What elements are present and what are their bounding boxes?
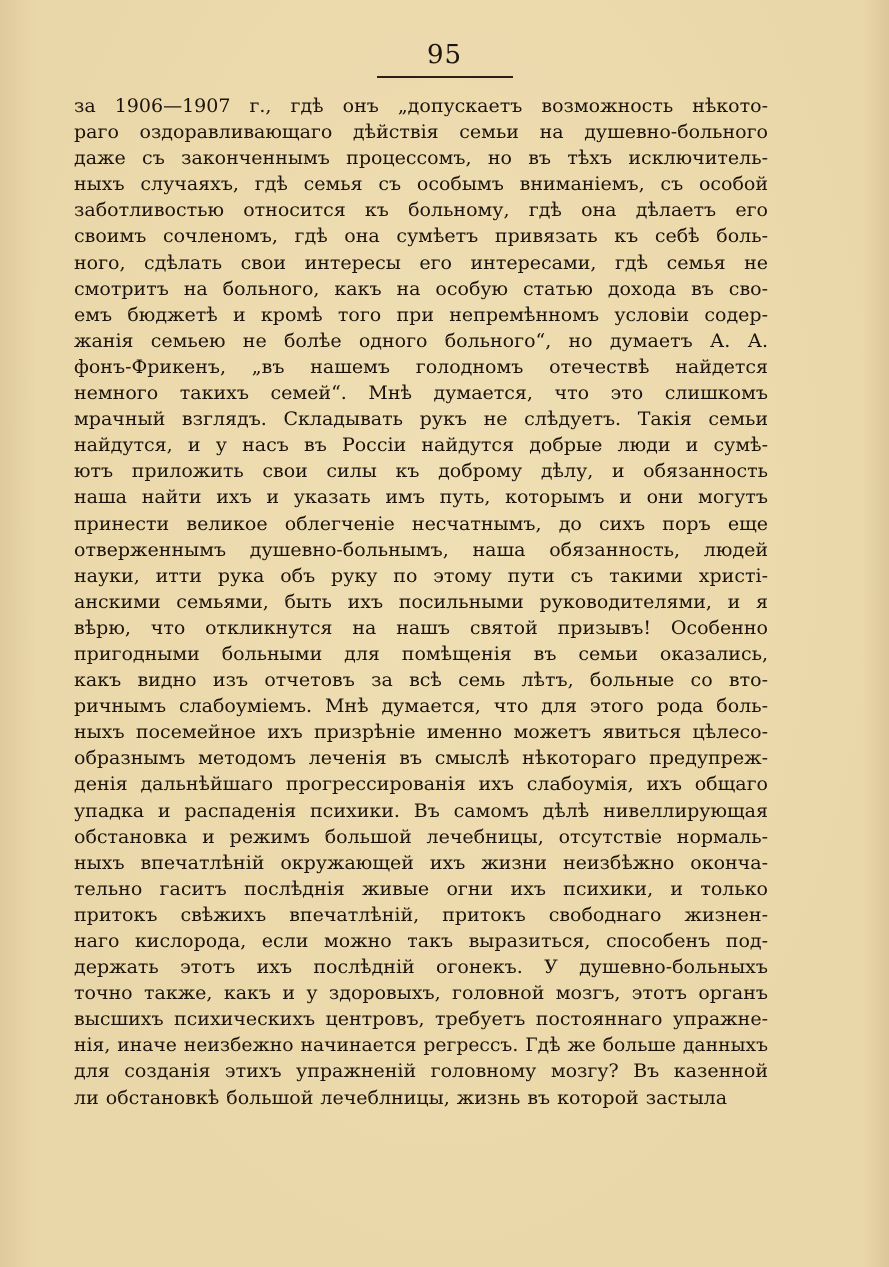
text-line: ныхъ посемейное ихъ призрѣніе именно можетъ явиться цѣлесо-: [74, 721, 768, 744]
text-line: какъ видно изъ отчетовъ за всѣ семь лѣтъ, больные со вто-: [74, 669, 768, 692]
page-number-rule: [377, 76, 513, 78]
text-line: ныхъ случаяхъ, гдѣ семья съ особымъ вниманіемъ, съ особой: [74, 173, 768, 196]
body-text: [74, 93, 768, 1111]
text-line: смотритъ на больного, какъ на особую статью дохода въ сво-: [74, 277, 768, 300]
text-line: держать этотъ ихъ послѣдній огонекъ. У душевно-больныхъ: [74, 956, 768, 979]
text-line: притокъ свѣжихъ впечатлѣній, притокъ свободнаго жизнен-: [74, 903, 768, 926]
text-line: за 1906—1907 г., гдѣ онъ „допускаетъ возможность нѣкото-: [74, 95, 768, 117]
text-line: отверженнымъ душевно-больнымъ, наша обязанность, людей: [74, 538, 768, 561]
text-line: немного такихъ семей“. Мнѣ думается, что это слишкомъ: [74, 382, 768, 405]
text-line: вѣрю, что откликнутся на нашъ святой призывъ! Особенно: [74, 616, 768, 639]
text-line: емъ бюджетѣ и кромѣ того при непремѣнномъ условіи содер-: [74, 303, 768, 326]
text-line: науки, итти рука объ руку по этому пути съ такими христі-: [74, 564, 768, 587]
text-line: фонъ-Фрикенъ, „въ нашемъ голодномъ отечествѣ найдется: [74, 355, 768, 378]
text-line: наго кислорода, если можно такъ выразиться, способенъ под-: [74, 930, 768, 952]
text-line: обстановка и режимъ большой лечебницы, отсутствіе нормаль-: [74, 825, 768, 848]
text-line: упадка и распаденія психики. Въ самомъ дѣлѣ нивеллирующая: [74, 799, 768, 822]
text-line: заботливостью относится къ больному, гдѣ она дѣлаетъ его: [74, 199, 768, 222]
text-line: ныхъ впечатлѣній окружающей ихъ жизни неизбѣжно оконча-: [74, 851, 768, 874]
text-line: ного, сдѣлать свои интересы его интересами, гдѣ семья не: [74, 251, 768, 274]
text-line: нія, иначе неизбежно начинается регрессъ. Гдѣ же больше данныхъ: [74, 1034, 768, 1057]
text-line: денія дальнѣйшаго прогрессированія ихъ слабоумія, ихъ общаго: [74, 773, 768, 796]
text-line: точно также, какъ и у здоровыхъ, головной мозгъ, этотъ органъ: [74, 982, 768, 1005]
text-line: найдутся, и у насъ въ Россіи найдутся добрые люди и сумѣ-: [74, 434, 768, 457]
page-number: 95: [426, 40, 463, 70]
text-line: раго оздоравливающаго дѣйствія семьи на душевно-больного: [74, 121, 768, 144]
text-line: высшихъ психическихъ центровъ, требуетъ постояннаго упражне-: [74, 1008, 768, 1031]
text-line: ричнымъ слабоуміемъ. Мнѣ думается, что для этого рода боль-: [74, 695, 768, 718]
text-line: ютъ приложить свои силы къ доброму дѣлу, и обязанность: [74, 460, 768, 483]
text-line: для созданія этихъ упражненій головному мозгу? Въ казенной: [74, 1060, 768, 1083]
text-line: принести великое облегченіе несчатнымъ, до сихъ поръ еще: [74, 512, 768, 535]
text-line: ли обстановкѣ большой лечеблницы, жизнь въ которой застыла: [74, 1086, 728, 1109]
text-line: жанія семьею не болѣе одного больного“, но думаетъ А. А.: [74, 329, 768, 352]
text-line: своимъ сочленомъ, гдѣ она сумѣетъ привязать къ себѣ боль-: [74, 225, 768, 248]
text-line: анскими семьями, быть ихъ посильными руководителями, и я: [74, 590, 768, 613]
text-line: наша найти ихъ и указать имъ путь, которымъ и они могутъ: [74, 486, 768, 509]
text-line: пригодными больными для помѣщенія въ семьи оказались,: [74, 642, 768, 665]
text-line: образнымъ методомъ леченія въ смыслѣ нѣкотораго предупреж-: [74, 747, 768, 770]
text-line: тельно гаситъ послѣднія живые огни ихъ психики, и только: [74, 877, 768, 900]
text-line: даже съ законченнымъ процессомъ, но въ тѣхъ исключитель-: [74, 147, 768, 170]
text-line: мрачный взглядъ. Складывать рукъ не слѣдуетъ. Такія семьи: [74, 408, 768, 431]
